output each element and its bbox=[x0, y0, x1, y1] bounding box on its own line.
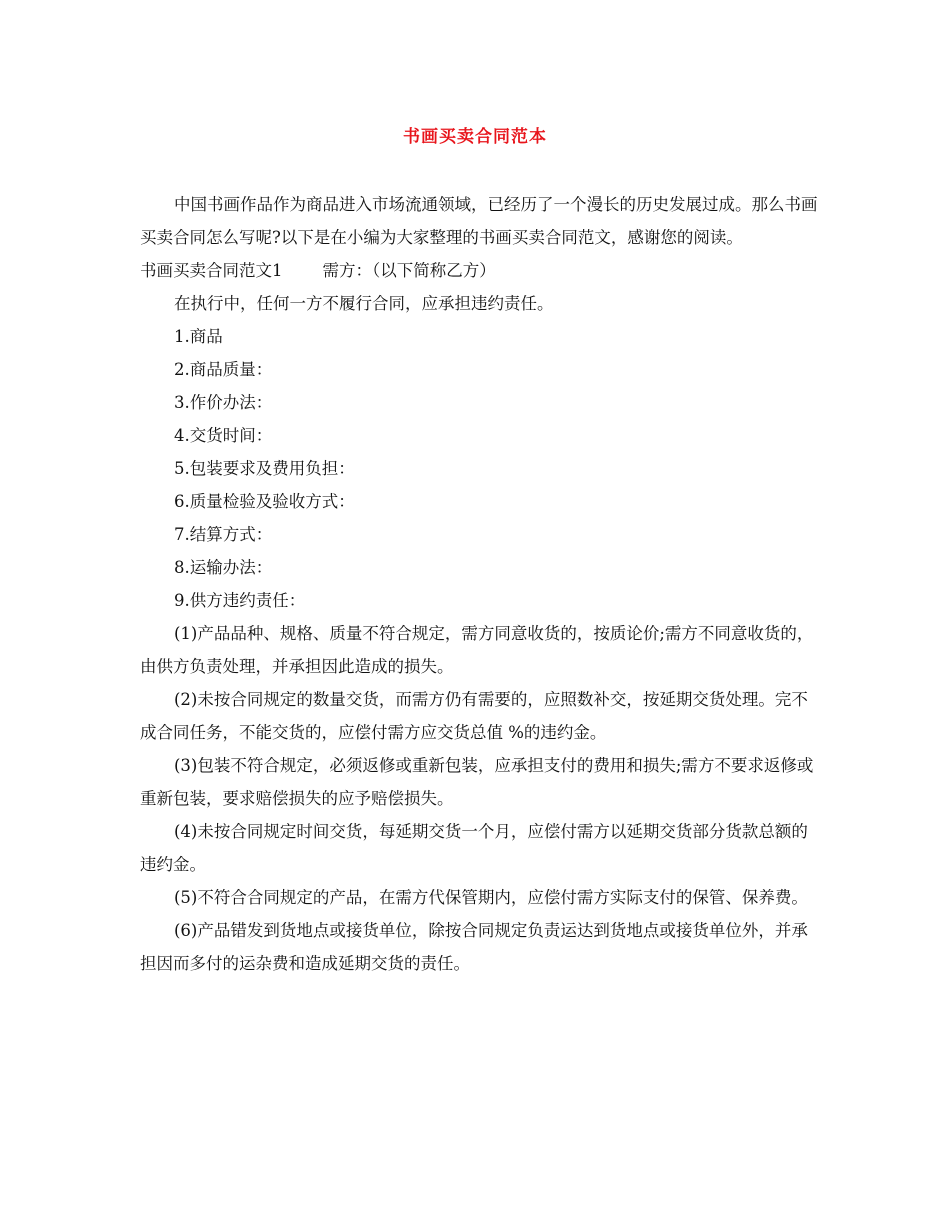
list-item-supplier-liability: 9.供方违约责任： bbox=[174, 591, 306, 610]
section-heading: 书画买卖合同范文1 bbox=[140, 261, 283, 280]
list-item-delivery-time: 4.交货时间： bbox=[174, 426, 273, 445]
clause-3: (3)包装不符合规定，必须返修或重新包装，应承担支付的费用和损失;需方不要求返修或重新包装，要求赔偿损失的应予赔偿损失。 bbox=[140, 756, 814, 808]
clause-1: (1)产品品种、规格、质量不符合规定，需方同意收货的，按质论价;需方不同意收货的，由供方负责处理，并承担因此造成的损失。 bbox=[140, 624, 814, 676]
list-item-inspection: 6.质量检验及验收方式： bbox=[174, 492, 355, 511]
buyer-label: 需方：（以下简称乙方） bbox=[322, 261, 496, 280]
breach-statement: 在执行中，任何一方不履行合同，应承担违约责任。 bbox=[174, 294, 554, 313]
list-item-settlement: 7.结算方式： bbox=[174, 525, 273, 544]
list-item-packaging: 5.包装要求及费用负担： bbox=[174, 459, 355, 478]
clause-2: (2)未按合同规定的数量交货，而需方仍有需要的，应照数补交，按延期交货处理。完不成合同任务，不能交货的，应偿付需方应交货总值 %的违约金。 bbox=[140, 690, 808, 742]
clause-5: (5)不符合合同规定的产品，在需方代保管期内，应偿付需方实际支付的保管、保养费。 bbox=[174, 888, 808, 907]
list-item-transport: 8.运输办法： bbox=[174, 558, 273, 577]
clause-6: (6)产品错发到货地点或接货单位，除按合同规定负责运达到货地点或接货单位外，并承担因而多付的运杂费和造成延期交货的责任。 bbox=[140, 921, 808, 973]
list-item-goods: 1.商品 bbox=[174, 327, 223, 346]
clause-4: (4)未按合同规定时间交货，每延期交货一个月，应偿付需方以延期交货部分货款总额的违约金。 bbox=[140, 822, 808, 874]
list-item-quality: 2.商品质量： bbox=[174, 360, 273, 379]
intro-paragraph: 中国书画作品作为商品进入市场流通领域，已经历了一个漫长的历史发展过成。那么书画买卖合同怎么写呢?以下是在小编为大家整理的书画买卖合同范文，感谢您的阅读。 bbox=[140, 195, 818, 247]
document-title: 书画买卖合同范本 bbox=[403, 127, 547, 147]
list-item-pricing: 3.作价办法： bbox=[174, 393, 273, 412]
section-heading-line bbox=[140, 254, 820, 287]
document-body bbox=[140, 188, 820, 980]
